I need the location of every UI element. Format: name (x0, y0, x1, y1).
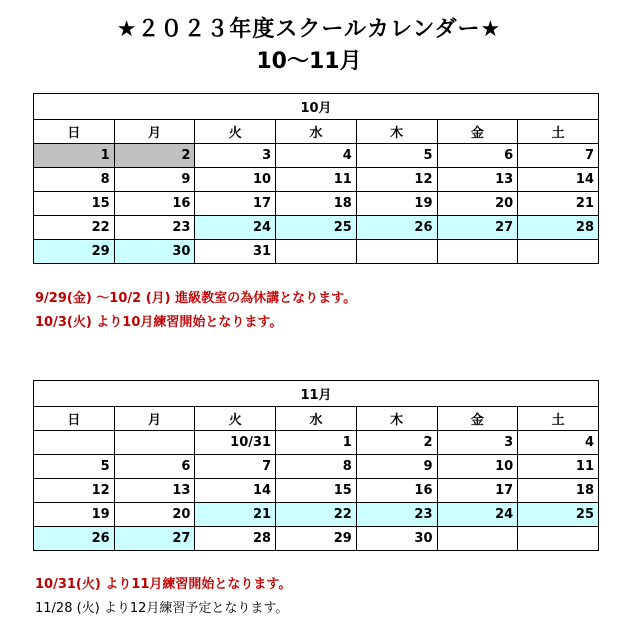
day-cell: 26 (34, 527, 115, 551)
day-cell: 30 (356, 527, 437, 551)
day-cell: 28 (518, 216, 599, 240)
day-cell: 20 (114, 503, 195, 527)
day-cell: 22 (34, 216, 115, 240)
weekday-cell: 土 (518, 120, 599, 144)
day-cell: 20 (437, 192, 518, 216)
week-row (34, 455, 599, 479)
day-cell: 1 (34, 144, 115, 168)
day-cell: 28 (195, 527, 276, 551)
week-row (34, 192, 599, 216)
day-cell: 16 (356, 479, 437, 503)
day-cell (437, 240, 518, 264)
day-cell (356, 240, 437, 264)
october-note-closure: 9/29(金) ～10/2 (月) 進級教室の為休講となります。 (35, 291, 357, 306)
day-cell: 3 (437, 431, 518, 455)
day-cell: 19 (356, 192, 437, 216)
day-cell: 15 (276, 479, 357, 503)
weekday-cell: 日 (34, 407, 115, 431)
week-row (34, 168, 599, 192)
day-cell: 30 (114, 240, 195, 264)
weekday-cell: 木 (356, 407, 437, 431)
week-row (34, 431, 599, 455)
week-row (34, 527, 599, 551)
day-cell: 5 (356, 144, 437, 168)
day-cell: 11 (518, 455, 599, 479)
weekday-cell: 日 (34, 120, 115, 144)
day-cell: 31 (195, 240, 276, 264)
week-row (34, 503, 599, 527)
week-row (34, 479, 599, 503)
day-cell: 29 (276, 527, 357, 551)
weekday-cell: 土 (518, 407, 599, 431)
day-cell: 2 (114, 144, 195, 168)
weekday-cell: 金 (437, 407, 518, 431)
weekday-cell: 金 (437, 120, 518, 144)
week-row (34, 144, 599, 168)
week-row (34, 240, 599, 264)
page-subtitle: 10～11月 (256, 49, 362, 74)
day-cell: 25 (276, 216, 357, 240)
day-cell: 12 (34, 479, 115, 503)
day-cell: 13 (437, 168, 518, 192)
day-cell: 6 (437, 144, 518, 168)
day-cell: 18 (518, 479, 599, 503)
day-cell: 24 (437, 503, 518, 527)
day-cell: 10 (437, 455, 518, 479)
day-cell: 25 (518, 503, 599, 527)
day-cell: 9 (356, 455, 437, 479)
day-cell: 10/31 (195, 431, 276, 455)
day-cell: 19 (34, 503, 115, 527)
day-cell: 7 (195, 455, 276, 479)
day-cell: 27 (437, 216, 518, 240)
day-cell: 21 (518, 192, 599, 216)
october-note-start: 10/3(火) より10月練習開始となります。 (35, 315, 283, 330)
day-cell: 29 (34, 240, 115, 264)
day-cell: 5 (34, 455, 115, 479)
day-cell: 11 (276, 168, 357, 192)
day-cell: 17 (195, 192, 276, 216)
day-cell: 1 (276, 431, 357, 455)
day-cell: 23 (114, 216, 195, 240)
month-header: 10月 (34, 94, 599, 120)
day-cell: 8 (276, 455, 357, 479)
day-cell: 2 (356, 431, 437, 455)
day-cell (276, 240, 357, 264)
day-cell (34, 431, 115, 455)
day-cell (518, 527, 599, 551)
day-cell: 18 (276, 192, 357, 216)
november-note-december: 11/28 (火) より12月練習予定となります。 (35, 601, 289, 616)
day-cell: 7 (518, 144, 599, 168)
day-cell: 16 (114, 192, 195, 216)
week-row (34, 216, 599, 240)
day-cell: 26 (356, 216, 437, 240)
day-cell: 27 (114, 527, 195, 551)
page-title: ★２０２３年度スクールカレンダー★ (116, 17, 502, 42)
weekday-cell: 水 (276, 120, 357, 144)
weekday-cell: 火 (195, 120, 276, 144)
day-cell: 10 (195, 168, 276, 192)
weekday-row (34, 120, 599, 144)
day-cell: 14 (195, 479, 276, 503)
day-cell: 8 (34, 168, 115, 192)
day-cell: 17 (437, 479, 518, 503)
weekday-cell: 月 (114, 120, 195, 144)
day-cell: 23 (356, 503, 437, 527)
weekday-cell: 水 (276, 407, 357, 431)
day-cell (518, 240, 599, 264)
weekday-cell: 月 (114, 407, 195, 431)
day-cell (114, 431, 195, 455)
weekday-cell: 木 (356, 120, 437, 144)
day-cell: 15 (34, 192, 115, 216)
day-cell: 4 (276, 144, 357, 168)
day-cell: 22 (276, 503, 357, 527)
day-cell: 12 (356, 168, 437, 192)
october-calendar (33, 93, 599, 264)
day-cell: 14 (518, 168, 599, 192)
november-note-start: 10/31(火) より11月練習開始となります。 (35, 577, 292, 592)
day-cell: 4 (518, 431, 599, 455)
november-calendar (33, 380, 599, 551)
day-cell: 6 (114, 455, 195, 479)
day-cell (437, 527, 518, 551)
weekday-cell: 火 (195, 407, 276, 431)
day-cell: 24 (195, 216, 276, 240)
weekday-row (34, 407, 599, 431)
day-cell: 3 (195, 144, 276, 168)
day-cell: 9 (114, 168, 195, 192)
month-header: 11月 (34, 381, 599, 407)
day-cell: 21 (195, 503, 276, 527)
day-cell: 13 (114, 479, 195, 503)
